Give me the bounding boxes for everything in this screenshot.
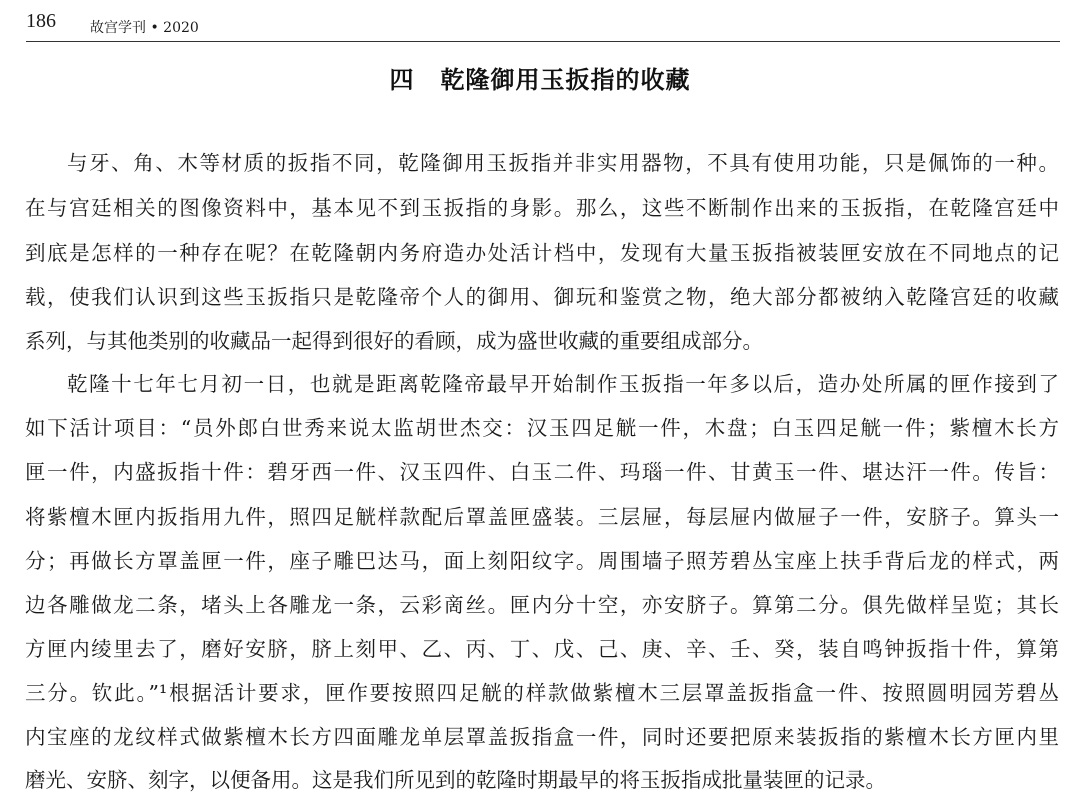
section-title — [0, 60, 1080, 95]
text-line: 内宝座的龙纹样式做紫檀木长方四面雕龙单层罩盖扳指盒一件，同时还要把原来装扳指的紫檀木长方匣内里 — [25, 725, 1059, 749]
text-line: 将紫檀木匣内扳指用九件，照四足觥样款配后罩盖匣盛装。三层屉，每层屉内做屉子一件，安脐子。算头一 — [25, 505, 1059, 529]
text-line: 磨光、安脐、刻字，以便备用。这是我们所见到的乾隆时期最早的将玉扳指成批量装匣的记录。 — [25, 768, 886, 792]
text-line: 边各雕做龙二条，堵头上各雕龙一条，云彩啇丝。匣内分十空，亦安脐子。算第二分。俱先做样呈览；其长 — [25, 593, 1059, 617]
section-number: 四 — [389, 65, 415, 94]
text-line: 如下活计项目：“员外郎白世秀来说太监胡世杰交：汉玉四足觥一件，木盘；白玉四足觥一件；紫檀木长方 — [25, 416, 1059, 440]
text-line: 到底是怎样的一种存在呢？在乾隆朝内务府造办处活计档中，发现有大量玉扳指被装匣安放在不同地点的记 — [25, 241, 1059, 265]
text-line: 与牙、角、木等材质的扳指不同，乾隆御用玉扳指并非实用器物，不具有使用功能，只是佩饰的一种。 — [67, 151, 1059, 175]
text-line: 三分。钦此。”¹根据活计要求，匣作要按照四足觥的样款做紫檀木三层罩盖扳指盒一件、按照圆明园芳碧丛 — [25, 681, 1059, 705]
text-line: 分；再做长方罩盖匣一件，座子雕巴达马，面上刻阳纹字。周围墙子照芳碧丛宝座上扶手背后龙的样式，两 — [25, 549, 1059, 573]
text-line: 系列，与其他类别的收藏品一起得到很好的看顾，成为盛世收藏的重要组成部分。 — [25, 329, 763, 353]
section-title-text: 乾隆御用玉扳指的收藏 — [440, 65, 691, 94]
text-line: 匣一件，内盛扳指十件：碧牙西一件、汉玉四件、白玉二件、玛瑙一件、甘黄玉一件、堪达汗一件。传旨： — [25, 460, 1059, 484]
running-head — [26, 8, 1060, 42]
text-line: 乾隆十七年七月初一日，也就是距离乾隆帝最早开始制作玉扳指一年多以后，造办处所属的匣作接到了 — [67, 372, 1059, 396]
journal-name: 故宫学刊 • 2020 — [90, 20, 199, 36]
text-line: 载，使我们认识到这些玉扳指只是乾隆帝个人的御用、御玩和鉴赏之物，绝大部分都被纳入乾隆宫廷的收藏 — [25, 285, 1059, 309]
text-line: 方匣内绫里去了，磨好安脐，脐上刻甲、乙、丙、丁、戊、己、庚、辛、壬、癸，装自鸣钟扳指十件，算第 — [25, 637, 1059, 661]
page-number: 186 — [26, 10, 56, 32]
text-line: 在与宫廷相关的图像资料中，基本见不到玉扳指的身影。那么，这些不断制作出来的玉扳指，在乾隆宫廷中 — [25, 196, 1059, 220]
